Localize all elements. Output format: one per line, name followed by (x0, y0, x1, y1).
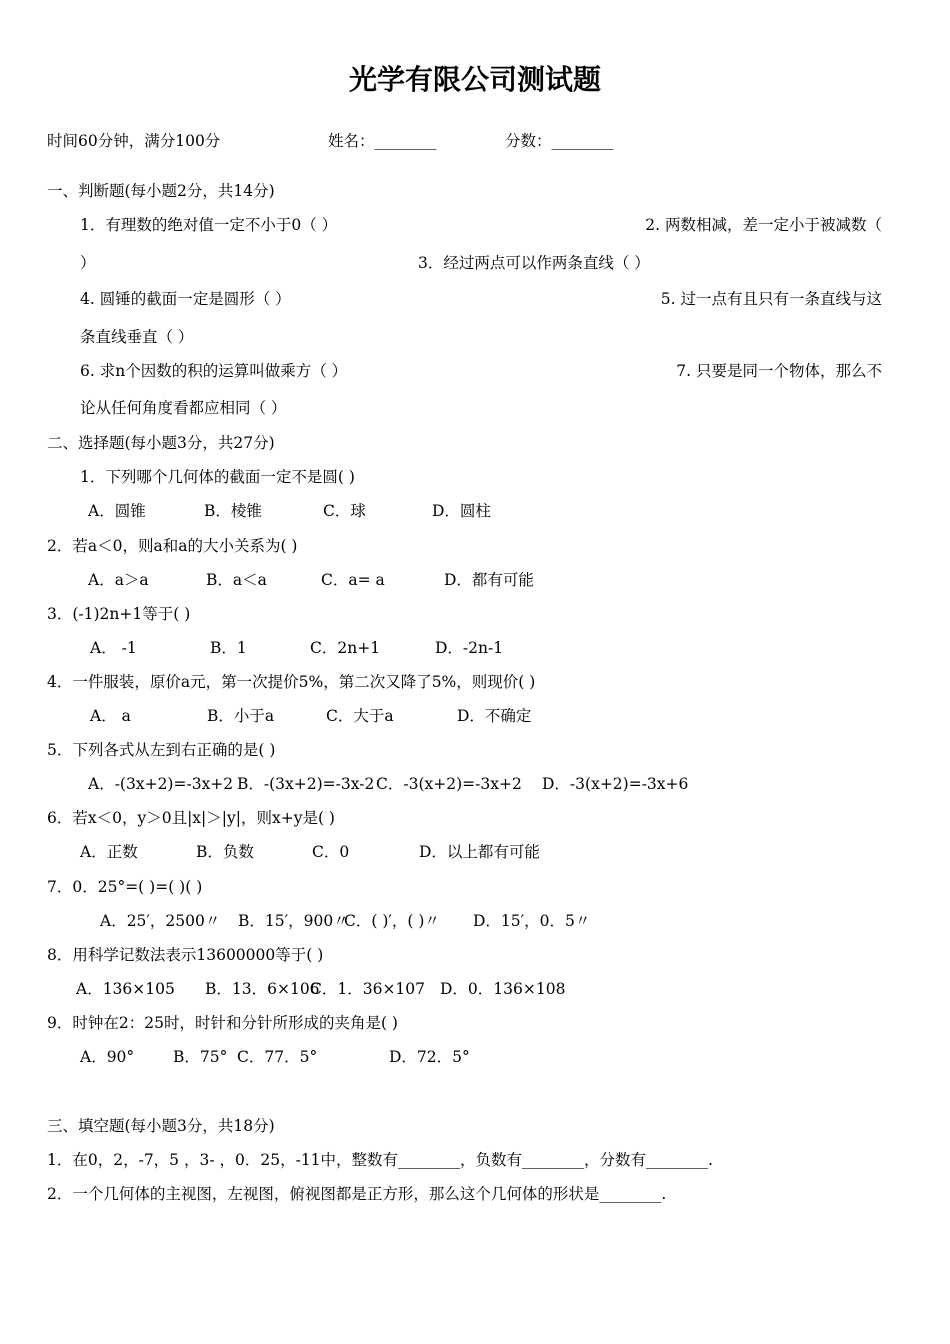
score-field: 分数：________ (505, 132, 614, 150)
question-stem: 8．用科学记数法表示13600000等于( ) (47, 946, 324, 964)
fill-blank-item: 2．一个几何体的主视图，左视图，俯视图都是正方形，那么这个几何体的形状是________. (47, 1185, 667, 1203)
option: B．75° (173, 1048, 228, 1066)
name-field: 姓名：________ (328, 132, 437, 150)
tf-line: 6. 求n个因数的积的运算叫做乘方（ ） (80, 362, 348, 380)
option: A．90° (80, 1048, 135, 1066)
option: D．-2n-1 (435, 639, 504, 657)
option: A．圆锥 (88, 502, 146, 520)
option: B．a＜a (206, 571, 267, 589)
section1-heading: 一、判断题(每小题2分，共14分) (47, 182, 275, 200)
tf-line: 5. 过一点有且只有一条直线与这 (660, 290, 882, 308)
fill-blank-item: 1．在0，2，-7，5 ，3- ，0．25，-11中，整数有________，负数有________，分数有________. (47, 1151, 713, 1169)
page-title: 光学有限公司测试题 (348, 63, 601, 96)
option: C．大于a (326, 707, 394, 725)
section2-heading: 二、选择题(每小题3分，共27分) (47, 434, 275, 452)
question-stem: 4．一件服装，原价a元，第一次提价5%，第二次又降了5%，则现价( ) (47, 673, 536, 691)
option: D．15′，0．5〃 (473, 912, 591, 930)
question-stem: 7．0．25°=( )=( )( ) (47, 878, 203, 896)
tf-line: ） (80, 254, 96, 272)
option: D．以上都有可能 (419, 843, 540, 861)
option: B．棱锥 (204, 502, 262, 520)
question-stem: 9．时钟在2：25时，时针和分针所形成的夹角是( ) (47, 1014, 398, 1032)
question-stem: 1．下列哪个几何体的截面一定不是圆( ) (80, 468, 355, 486)
option: D．-3(x+2)=-3x+6 (542, 775, 689, 793)
option: C．-3(x+2)=-3x+2 (376, 775, 522, 793)
tf-line: 3．经过两点可以作两条直线（ ） (418, 254, 650, 272)
option: B．-(3x+2)=-3x-2 (237, 775, 375, 793)
option: B．13．6×106 (205, 980, 320, 998)
option: B．15′，900〃 (238, 912, 349, 930)
question-stem: 2．若a＜0，则a和a的大小关系为( ) (47, 537, 298, 555)
option: C．球 (323, 502, 366, 520)
option: C．1．36×107 (310, 980, 426, 998)
option: B．1 (210, 639, 247, 657)
option: A．正数 (80, 843, 138, 861)
option: B．小于a (207, 707, 275, 725)
question-stem: 6．若x＜0，y＞0且|x|＞|y|，则x+y是( ) (47, 809, 335, 827)
option: D．圆柱 (432, 502, 491, 520)
question-stem: 3．(-1)2n+1等于( ) (47, 605, 191, 623)
option: A．-(3x+2)=-3x+2 (88, 775, 234, 793)
option: A． a (90, 707, 131, 725)
section3-heading: 三、填空题(每小题3分，共18分) (47, 1117, 275, 1135)
option: A．136×105 (76, 980, 175, 998)
option: C．77．5° (237, 1048, 318, 1066)
option: B．负数 (196, 843, 254, 861)
option: C．a= a (321, 571, 385, 589)
option: D．不确定 (457, 707, 532, 725)
option: D．都有可能 (444, 571, 534, 589)
tf-line: 1．有理数的绝对值一定不小于0（ ） (80, 216, 338, 234)
time-info: 时间60分钟，满分100分 (47, 132, 221, 150)
tf-line: 论从任何角度看都应相同（ ） (80, 399, 287, 417)
option: A．25′，2500〃 (100, 912, 221, 930)
tf-line: 条直线垂直（ ） (80, 328, 194, 346)
option: D．0．136×108 (440, 980, 566, 998)
question-stem: 5．下列各式从左到右正确的是( ) (47, 741, 276, 759)
tf-line: 2. 两数相减，差一定小于被减数（ (645, 216, 882, 234)
tf-line: 4. 圆锤的截面一定是圆形（ ） (80, 290, 291, 308)
option: A．a＞a (88, 571, 149, 589)
option: C．0 (312, 843, 350, 861)
tf-line: 7. 只要是同一个物体，那么不 (676, 362, 882, 380)
option: C．2n+1 (310, 639, 381, 657)
option: C．( )′，( )〃 (344, 912, 440, 930)
option: D．72．5° (389, 1048, 470, 1066)
option: A． -1 (90, 639, 137, 657)
